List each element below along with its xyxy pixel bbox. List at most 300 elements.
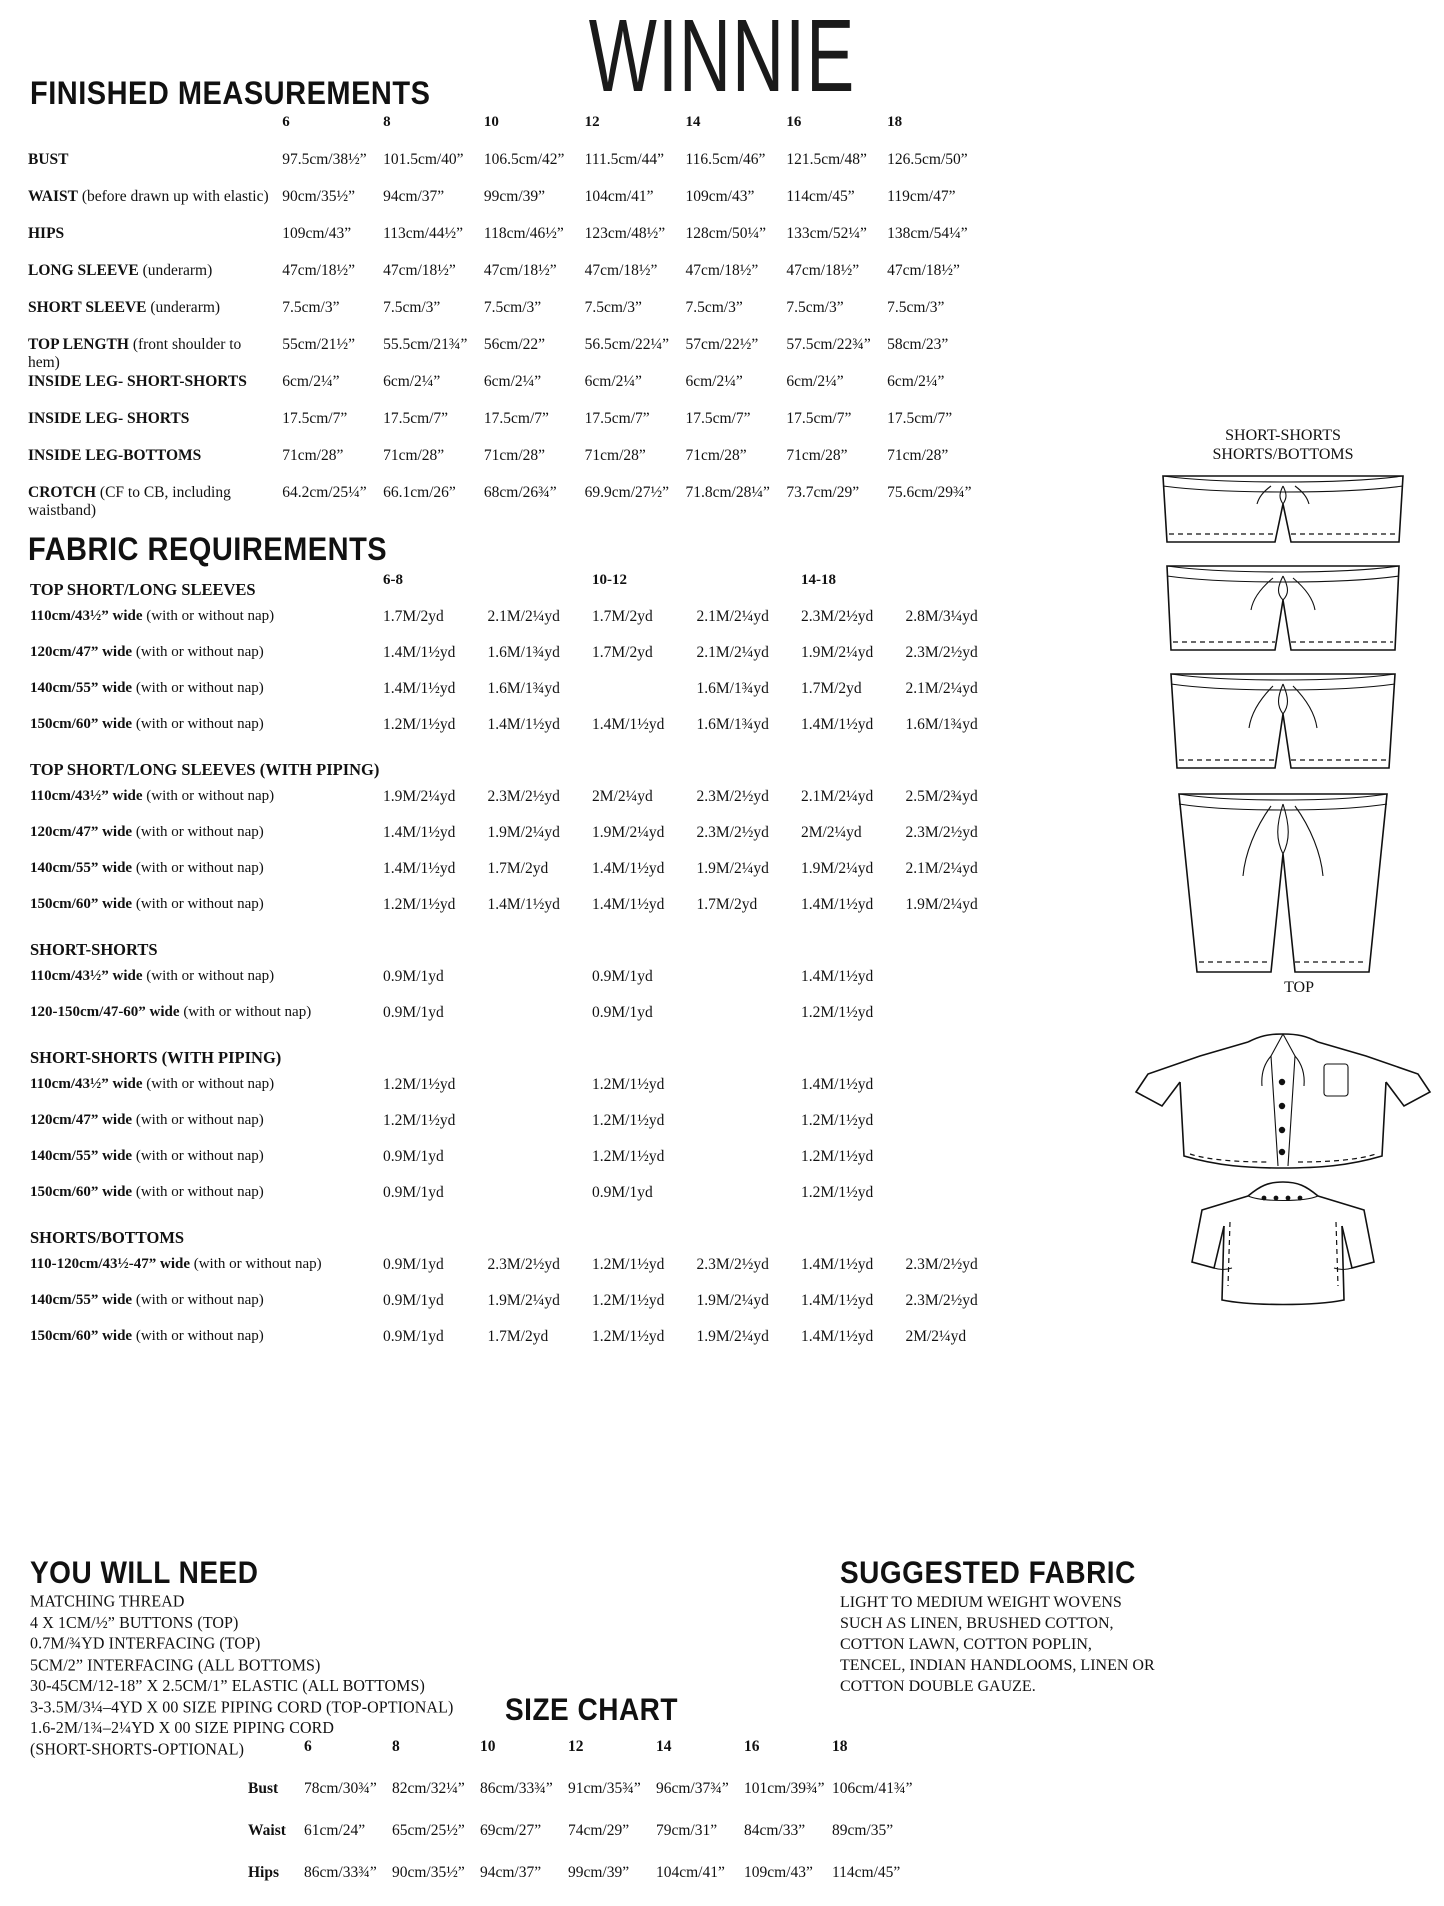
body-measurement-value: 101cm/39¾” — [744, 1780, 825, 1797]
fabric-yardage-value: 1.2M/1½yd — [800, 1004, 874, 1021]
size-column-header-14: 14 — [656, 1738, 672, 1755]
measurement-value: 128cm/50¼” — [685, 225, 766, 242]
measurement-value: 55cm/21½” — [282, 336, 355, 353]
fabric-spacer-cell — [696, 1220, 800, 1256]
fabric-yardage-value: 2.3M/2½yd — [905, 1292, 978, 1309]
fabric-yardage-value: 1.4M/1½yd — [592, 896, 665, 913]
measurement-value: 47cm/18½” — [685, 262, 759, 279]
table-row — [30, 824, 1010, 860]
fabric-requirements-table — [30, 572, 1010, 1364]
fabric-spacer-cell — [905, 1040, 1010, 1076]
measurement-value: 7.5cm/3” — [887, 299, 945, 316]
fabric-yardage-value: 1.7M/2yd — [383, 608, 444, 625]
fabric-yardage-value: 1.6M/1¾yd — [487, 644, 560, 661]
measurement-value: 6cm/2¼” — [584, 373, 642, 390]
measurement-label: CROTCH (CF to CB, including waistband) — [28, 484, 231, 519]
fabric-spacer-cell — [592, 932, 696, 968]
fabric-yardage-value: 1.2M/1½yd — [383, 1112, 456, 1129]
fabric-yardage-value: 1.9M/2¼yd — [487, 1292, 560, 1309]
measurement-value: 56.5cm/22¼” — [584, 336, 670, 353]
measurement-value: 64.2cm/25¼” — [282, 484, 367, 501]
fabric-yardage-value — [905, 1076, 1010, 1112]
body-measurement-value: 78cm/30¾” — [304, 1780, 377, 1797]
measurement-value: 55.5cm/21¾” — [383, 336, 468, 353]
measurement-value: 57cm/22½” — [685, 336, 759, 353]
fabric-yardage-value: 2.3M/2½yd — [905, 824, 978, 841]
finished-measurements-table — [28, 114, 988, 521]
fabric-size-header — [488, 572, 592, 608]
fabric-yardage-value: 1.9M/2¼yd — [487, 824, 560, 841]
finished-measurements-heading: FINISHED MEASUREMENTS — [30, 76, 431, 112]
list-item: 30-45CM/12-18” X 2.5CM/1” ELASTIC (ALL BOTTOMS) — [30, 1677, 425, 1695]
measurement-value: 111.5cm/44” — [584, 151, 665, 168]
size-column-header-10: 10 — [480, 1738, 496, 1755]
measurement-value: 123cm/48½” — [584, 225, 666, 242]
size-chart-heading: SIZE CHART — [505, 1692, 678, 1727]
list-item: COTTON DOUBLE GAUZE. — [840, 1678, 1036, 1695]
table-row — [248, 1822, 920, 1864]
fabric-yardage-value: 1.6M/1¾yd — [696, 716, 769, 733]
table-row — [30, 1076, 1010, 1112]
table-row — [30, 1184, 1010, 1220]
page-title: WINNIE — [588, 0, 856, 114]
suggested-fabric-list — [840, 1592, 1250, 1697]
fabric-yardage-value: 1.2M/1½yd — [592, 1256, 665, 1273]
fabric-width-label: 140cm/55” wide (with or without nap) — [30, 860, 264, 876]
fabric-yardage-value: 1.7M/2yd — [592, 644, 653, 661]
table-row — [28, 373, 988, 410]
fabric-width-label: 120cm/47” wide (with or without nap) — [30, 644, 264, 660]
measurement-value: 58cm/23” — [887, 336, 949, 353]
fabric-spacer-cell — [696, 932, 800, 968]
fabric-yardage-value: 1.6M/1¾yd — [905, 716, 978, 733]
measurement-value: 109cm/43” — [282, 225, 352, 242]
fabric-yardage-value: 1.2M/1½yd — [592, 1148, 665, 1165]
size-column-header-12: 12 — [568, 1738, 584, 1755]
measurement-value: 17.5cm/7” — [383, 410, 449, 427]
measurement-value: 47cm/18½” — [584, 262, 658, 279]
measurement-label: INSIDE LEG- SHORT-SHORTS — [28, 373, 247, 390]
measurement-value: 71cm/28” — [584, 447, 646, 464]
body-measurement-value: 61cm/24” — [304, 1822, 366, 1839]
body-measurement-value: 90cm/35½” — [392, 1864, 465, 1881]
measurement-value: 6cm/2¼” — [383, 373, 441, 390]
fabric-size-header: 10-12 — [592, 572, 627, 588]
fabric-width-label: 140cm/55” wide (with or without nap) — [30, 1148, 264, 1164]
fabric-yardage-value: 1.9M/2¼yd — [696, 1292, 769, 1309]
size-column-header-14: 14 — [685, 114, 701, 130]
bottoms-pants-line-drawing — [1133, 784, 1433, 984]
fabric-spacer-cell — [905, 752, 1010, 788]
table-row — [28, 188, 988, 225]
fabric-spacer-cell — [592, 752, 696, 788]
measurement-value: 73.7cm/29” — [786, 484, 860, 501]
size-column-header-6: 6 — [304, 1738, 312, 1755]
fabric-width-label: 120cm/47” wide (with or without nap) — [30, 824, 264, 840]
shorts-line-drawing — [1133, 554, 1433, 664]
fabric-group-row — [30, 572, 1010, 608]
fabric-yardage-value: 1.7M/2yd — [592, 608, 653, 625]
fabric-yardage-value: 0.9M/1yd — [383, 1292, 444, 1309]
fabric-width-label: 140cm/55” wide (with or without nap) — [30, 1292, 264, 1308]
body-measurement-value: 84cm/33” — [744, 1822, 806, 1839]
table-row — [28, 336, 988, 373]
fabric-width-label: 110cm/43½” wide (with or without nap) — [30, 968, 275, 984]
measurement-label: INSIDE LEG-BOTTOMS — [28, 447, 202, 464]
fabric-yardage-value: 1.2M/1½yd — [383, 716, 456, 733]
table-row — [30, 860, 1010, 896]
fabric-yardage-value: 1.6M/1¾yd — [487, 680, 560, 697]
measurement-value: 7.5cm/3” — [584, 299, 642, 316]
fabric-width-label: 110-120cm/43½-47” wide (with or without nap) — [30, 1256, 322, 1272]
fabric-yardage-value — [905, 1004, 1010, 1040]
fabric-spacer-cell — [488, 1040, 592, 1076]
table-row — [30, 1148, 1010, 1184]
you-will-need-heading: YOU WILL NEED — [30, 1555, 259, 1590]
list-item: SUCH AS LINEN, BRUSHED COTTON, — [840, 1615, 1114, 1632]
fabric-size-header: 14-18 — [800, 572, 836, 588]
measurement-value: 90cm/35½” — [282, 188, 355, 205]
size-column-header-12: 12 — [584, 114, 600, 130]
measurement-value: 126.5cm/50” — [887, 151, 968, 168]
table-row — [28, 447, 988, 484]
fabric-yardage-value: 1.9M/2¼yd — [800, 644, 874, 661]
table-row — [30, 1328, 1010, 1364]
list-item: 5CM/2” INTERFACING (ALL BOTTOMS) — [30, 1656, 321, 1674]
fabric-yardage-value: 1.7M/2yd — [487, 1328, 549, 1345]
table-row — [28, 262, 988, 299]
fabric-yardage-value: 1.9M/2¼yd — [383, 788, 456, 805]
fabric-spacer-cell — [801, 752, 905, 788]
top-short-sleeve-line-drawing — [1128, 1176, 1438, 1306]
fabric-spacer-cell — [905, 932, 1010, 968]
table-row — [30, 1292, 1010, 1328]
fabric-spacer-cell — [383, 1220, 487, 1256]
fabric-yardage-value: 1.6M/1¾yd — [696, 680, 769, 697]
fabric-spacer-cell — [488, 752, 592, 788]
fabric-yardage-value: 1.4M/1½yd — [487, 896, 560, 913]
fabric-group-title: SHORT-SHORTS — [30, 940, 158, 959]
fabric-yardage-value: 1.7M/2yd — [487, 860, 549, 877]
measurement-value: 56cm/22” — [483, 336, 546, 353]
table-row — [28, 410, 988, 447]
fabric-yardage-value — [905, 1112, 1010, 1148]
fabric-yardage-value: 1.4M/1½yd — [800, 1292, 874, 1309]
measurement-value: 114cm/45” — [786, 188, 855, 205]
table-row — [30, 1256, 1010, 1292]
fabric-group-title: SHORTS/BOTTOMS — [30, 1228, 185, 1247]
body-measurement-label: Waist — [248, 1822, 286, 1839]
fabric-yardage-value: 2.1M/2¼yd — [905, 680, 978, 697]
fabric-yardage-value: 2.3M/2½yd — [696, 824, 769, 841]
fabric-yardage-value — [696, 1184, 800, 1220]
measurement-value: 17.5cm/7” — [584, 410, 650, 427]
fabric-yardage-value — [905, 1184, 1010, 1220]
fabric-yardage-value: 1.2M/1½yd — [383, 1076, 456, 1093]
fabric-width-label: 120-150cm/47-60” wide (with or without nap) — [30, 1004, 312, 1020]
fabric-yardage-value: 0.9M/1yd — [383, 968, 444, 985]
fabric-yardage-value: 1.4M/1½yd — [800, 968, 874, 985]
table-row — [248, 1780, 920, 1822]
measurement-value: 71cm/28” — [685, 447, 747, 464]
table-row — [28, 151, 988, 188]
fabric-yardage-value: 0.9M/1yd — [592, 968, 653, 985]
list-item: (SHORT-SHORTS-OPTIONAL) — [30, 1740, 245, 1759]
fabric-spacer-cell — [488, 932, 592, 968]
body-measurement-value: 89cm/35” — [832, 1822, 894, 1839]
fabric-yardage-value — [696, 1076, 800, 1112]
bottoms-illustration-label — [1128, 426, 1438, 464]
size-column-header-8: 8 — [383, 114, 391, 130]
body-measurement-value: 86cm/33¾” — [304, 1864, 377, 1881]
measurement-value: 6cm/2¼” — [887, 373, 945, 390]
fabric-yardage-value: 2M/2¼yd — [905, 1328, 967, 1345]
blank-corner-cell — [28, 114, 282, 151]
body-measurement-label: Bust — [248, 1780, 279, 1797]
fabric-spacer-cell — [801, 932, 905, 968]
fabric-width-label: 110cm/43½” wide (with or without nap) — [30, 608, 275, 624]
fabric-yardage-value: 2M/2¼yd — [592, 788, 653, 805]
fabric-width-label: 120cm/47” wide (with or without nap) — [30, 1112, 264, 1128]
body-measurement-value: 114cm/45” — [832, 1864, 901, 1881]
fabric-group-title: SHORT-SHORTS (WITH PIPING) — [30, 1048, 282, 1067]
fabric-yardage-value: 1.2M/1½yd — [592, 1292, 665, 1309]
body-measurement-value: 91cm/35¾” — [568, 1780, 641, 1797]
you-will-need-list — [30, 1592, 453, 1761]
fabric-yardage-value: 0.9M/1yd — [383, 1256, 444, 1273]
body-measurement-value: 106cm/41¾” — [832, 1780, 913, 1797]
measurement-value: 133cm/52¼” — [786, 225, 867, 242]
fabric-spacer-cell — [592, 1040, 696, 1076]
body-measurement-value: 74cm/29” — [568, 1822, 630, 1839]
fabric-group-title: TOP SHORT/LONG SLEEVES — [30, 580, 256, 599]
measurement-value: 17.5cm/7” — [685, 410, 751, 427]
fabric-yardage-value: 0.9M/1yd — [592, 1004, 653, 1021]
body-measurement-label: Hips — [248, 1864, 280, 1881]
fabric-yardage-value: 0.9M/1yd — [592, 1184, 653, 1201]
fabric-yardage-value: 1.9M/2¼yd — [696, 860, 769, 877]
size-column-header-16: 16 — [744, 1738, 760, 1755]
fabric-width-label: 150cm/60” wide (with or without nap) — [30, 716, 264, 732]
size-chart-table — [248, 1738, 920, 1906]
fabric-yardage-value: 2.1M/2¼yd — [487, 608, 560, 625]
fabric-yardage-value: 2.5M/2¾yd — [905, 788, 978, 805]
fabric-yardage-value: 2.3M/2½yd — [696, 1256, 769, 1273]
body-measurement-value: 94cm/37” — [480, 1864, 542, 1881]
measurement-label: WAIST (before drawn up with elastic) — [28, 188, 269, 205]
fabric-yardage-value — [592, 680, 696, 716]
fabric-yardage-value: 1.2M/1½yd — [800, 1184, 874, 1201]
body-measurement-value: 69cm/27” — [480, 1822, 542, 1839]
table-row — [30, 680, 1010, 716]
fabric-width-label: 110cm/43½” wide (with or without nap) — [30, 788, 275, 804]
fabric-yardage-value: 1.2M/1½yd — [592, 1076, 665, 1093]
fabric-group-title: TOP SHORT/LONG SLEEVES (WITH PIPING) — [30, 760, 380, 779]
measurement-value: 109cm/43” — [685, 188, 755, 205]
fabric-yardage-value — [696, 968, 800, 1004]
top-long-sleeve-line-drawing — [1128, 1026, 1438, 1176]
measurement-value: 71cm/28” — [483, 447, 546, 464]
fabric-yardage-value: 1.4M/1½yd — [592, 716, 665, 733]
fabric-yardage-value: 1.9M/2¼yd — [905, 896, 978, 913]
measurement-value: 7.5cm/3” — [282, 299, 340, 316]
measurement-value: 47cm/18½” — [483, 262, 557, 279]
fabric-spacer-cell — [592, 1220, 696, 1256]
fabric-yardage-value: 2.8M/3¼yd — [905, 608, 978, 625]
fabric-yardage-value: 1.9M/2¼yd — [800, 860, 874, 877]
measurement-value: 68cm/26¾” — [483, 484, 557, 501]
table-row — [30, 716, 1010, 752]
list-item: TENCEL, INDIAN HANDLOOMS, LINEN OR — [840, 1657, 1155, 1674]
list-item: LIGHT TO MEDIUM WEIGHT WOVENS — [840, 1594, 1122, 1611]
table-row — [30, 1112, 1010, 1148]
body-measurement-value: 79cm/31” — [656, 1822, 718, 1839]
measurement-value: 7.5cm/3” — [685, 299, 743, 316]
list-item: MATCHING THREAD — [30, 1593, 185, 1611]
fabric-yardage-value: 2.1M/2¼yd — [696, 608, 769, 625]
fabric-width-label: 150cm/60” wide (with or without nap) — [30, 896, 264, 912]
long-shorts-line-drawing — [1133, 664, 1433, 784]
fabric-yardage-value: 1.4M/1½yd — [383, 644, 456, 661]
fabric-yardage-value: 1.4M/1½yd — [800, 716, 874, 733]
illustration-panel — [1128, 426, 1438, 1306]
measurement-value: 71.8cm/28¼” — [685, 484, 770, 501]
blank-corner-cell — [248, 1738, 304, 1780]
measurement-value: 47cm/18½” — [887, 262, 960, 279]
size-column-header-18: 18 — [832, 1738, 848, 1755]
measurement-value: 113cm/44½” — [383, 225, 463, 242]
suggested-fabric-heading: SUGGESTED FABRIC — [840, 1555, 1136, 1590]
table-row — [30, 608, 1010, 644]
measurement-value: 71cm/28” — [786, 447, 848, 464]
fabric-yardage-value: 1.9M/2¼yd — [592, 824, 665, 841]
fabric-yardage-value — [488, 1184, 592, 1220]
fabric-group-row — [30, 1040, 1010, 1076]
fabric-spacer-cell — [696, 752, 800, 788]
measurement-value: 121.5cm/48” — [786, 151, 867, 168]
measurement-value: 66.1cm/26” — [383, 484, 456, 501]
list-item: 0.7M/¾YD INTERFACING (TOP) — [30, 1635, 261, 1653]
measurement-value: 17.5cm/7” — [282, 410, 348, 427]
fabric-yardage-value: 1.4M/1½yd — [800, 896, 874, 913]
fabric-spacer-cell — [801, 1220, 905, 1256]
fabric-spacer-cell — [905, 1220, 1010, 1256]
fabric-yardage-value: 2.1M/2¼yd — [905, 860, 978, 877]
fabric-yardage-value: 1.2M/1½yd — [800, 1148, 874, 1165]
size-column-header-10: 10 — [483, 114, 499, 130]
measurement-value: 71cm/28” — [887, 447, 949, 464]
fabric-yardage-value: 2.3M/2½yd — [800, 608, 874, 625]
fabric-yardage-value: 1.4M/1½yd — [800, 1328, 874, 1345]
fabric-yardage-value: 1.4M/1½yd — [383, 680, 456, 697]
fabric-yardage-value: 1.7M/2yd — [696, 896, 758, 913]
measurement-value: 94cm/37” — [383, 188, 445, 205]
table-row — [30, 788, 1010, 824]
measurement-value: 7.5cm/3” — [383, 299, 441, 316]
fabric-yardage-value — [696, 1004, 800, 1040]
measurement-value: 47cm/18½” — [383, 262, 456, 279]
fabric-yardage-value: 2.3M/2½yd — [905, 644, 978, 661]
fabric-yardage-value — [488, 968, 592, 1004]
fabric-yardage-value: 1.4M/1½yd — [383, 860, 456, 877]
measurement-value: 138cm/54¼” — [887, 225, 968, 242]
table-row — [30, 644, 1010, 680]
measurement-label: BUST — [28, 151, 69, 168]
fabric-yardage-value — [696, 1112, 800, 1148]
fabric-requirements-heading: FABRIC REQUIREMENTS — [28, 532, 388, 568]
fabric-yardage-value: 1.9M/2¼yd — [696, 1328, 769, 1345]
measurement-value: 119cm/47” — [887, 188, 956, 205]
fabric-spacer-cell — [696, 1040, 800, 1076]
fabric-yardage-value: 1.4M/1½yd — [800, 1256, 874, 1273]
measurement-value: 99cm/39” — [483, 188, 546, 205]
table-header-row — [248, 1738, 920, 1780]
fabric-group-row — [30, 932, 1010, 968]
table-row — [30, 896, 1010, 932]
table-row — [30, 1004, 1010, 1040]
fabric-yardage-value: 0.9M/1yd — [383, 1328, 444, 1345]
list-item: 1.6-2M/1¾–2¼YD X 00 SIZE PIPING CORD — [30, 1719, 335, 1738]
short-shorts-line-drawing — [1133, 464, 1433, 554]
measurement-value: 106.5cm/42” — [483, 151, 565, 168]
measurement-value: 101.5cm/40” — [383, 151, 464, 168]
measurement-value: 57.5cm/22¾” — [786, 336, 871, 353]
measurement-value: 6cm/2¼” — [282, 373, 340, 390]
fabric-size-header — [696, 572, 800, 608]
fabric-spacer-cell — [801, 1040, 905, 1076]
measurement-value: 104cm/41” — [584, 188, 654, 205]
fabric-yardage-value — [488, 1076, 592, 1112]
table-row — [28, 484, 988, 521]
fabric-yardage-value — [488, 1148, 592, 1184]
measurement-label: INSIDE LEG- SHORTS — [28, 410, 190, 427]
fabric-width-label: 140cm/55” wide (with or without nap) — [30, 680, 264, 696]
measurement-label: HIPS — [28, 225, 65, 242]
fabric-spacer-cell — [383, 752, 487, 788]
measurement-value: 7.5cm/3” — [483, 299, 542, 316]
fabric-yardage-value — [488, 1004, 592, 1040]
fabric-width-label: 150cm/60” wide (with or without nap) — [30, 1184, 264, 1200]
measurement-value: 97.5cm/38½” — [282, 151, 367, 168]
fabric-yardage-value: 2.3M/2½yd — [905, 1256, 978, 1273]
fabric-spacer-cell — [383, 932, 487, 968]
measurement-value: 6cm/2¼” — [786, 373, 844, 390]
measurement-value: 17.5cm/7” — [483, 410, 549, 427]
table-row — [28, 225, 988, 262]
fabric-yardage-value: 0.9M/1yd — [383, 1148, 444, 1165]
fabric-yardage-value: 2.3M/2½yd — [696, 788, 769, 805]
fabric-yardage-value — [488, 1112, 592, 1148]
measurement-value: 71cm/28” — [383, 447, 445, 464]
measurement-value: 47cm/18½” — [282, 262, 355, 279]
fabric-yardage-value: 2.3M/2½yd — [487, 1256, 560, 1273]
body-measurement-value: 109cm/43” — [744, 1864, 813, 1881]
measurement-value: 47cm/18½” — [786, 262, 860, 279]
fabric-group-row — [30, 752, 1010, 788]
measurement-value: 6cm/2¼” — [685, 373, 743, 390]
body-measurement-value: 96cm/37¾” — [656, 1780, 729, 1797]
list-item: 4 X 1CM/½” BUTTONS (TOP) — [30, 1614, 239, 1632]
body-measurement-value: 99cm/39” — [568, 1864, 630, 1881]
fabric-width-label: 110cm/43½” wide (with or without nap) — [30, 1076, 275, 1092]
measurement-value: 7.5cm/3” — [786, 299, 844, 316]
body-measurement-value: 82cm/32¼” — [392, 1780, 465, 1797]
measurement-value: 6cm/2¼” — [483, 373, 542, 390]
fabric-yardage-value: 2M/2¼yd — [800, 824, 862, 841]
measurement-value: 116.5cm/46” — [685, 151, 766, 168]
body-measurement-value: 65cm/25½” — [392, 1822, 465, 1839]
fabric-yardage-value: 0.9M/1yd — [383, 1004, 444, 1021]
